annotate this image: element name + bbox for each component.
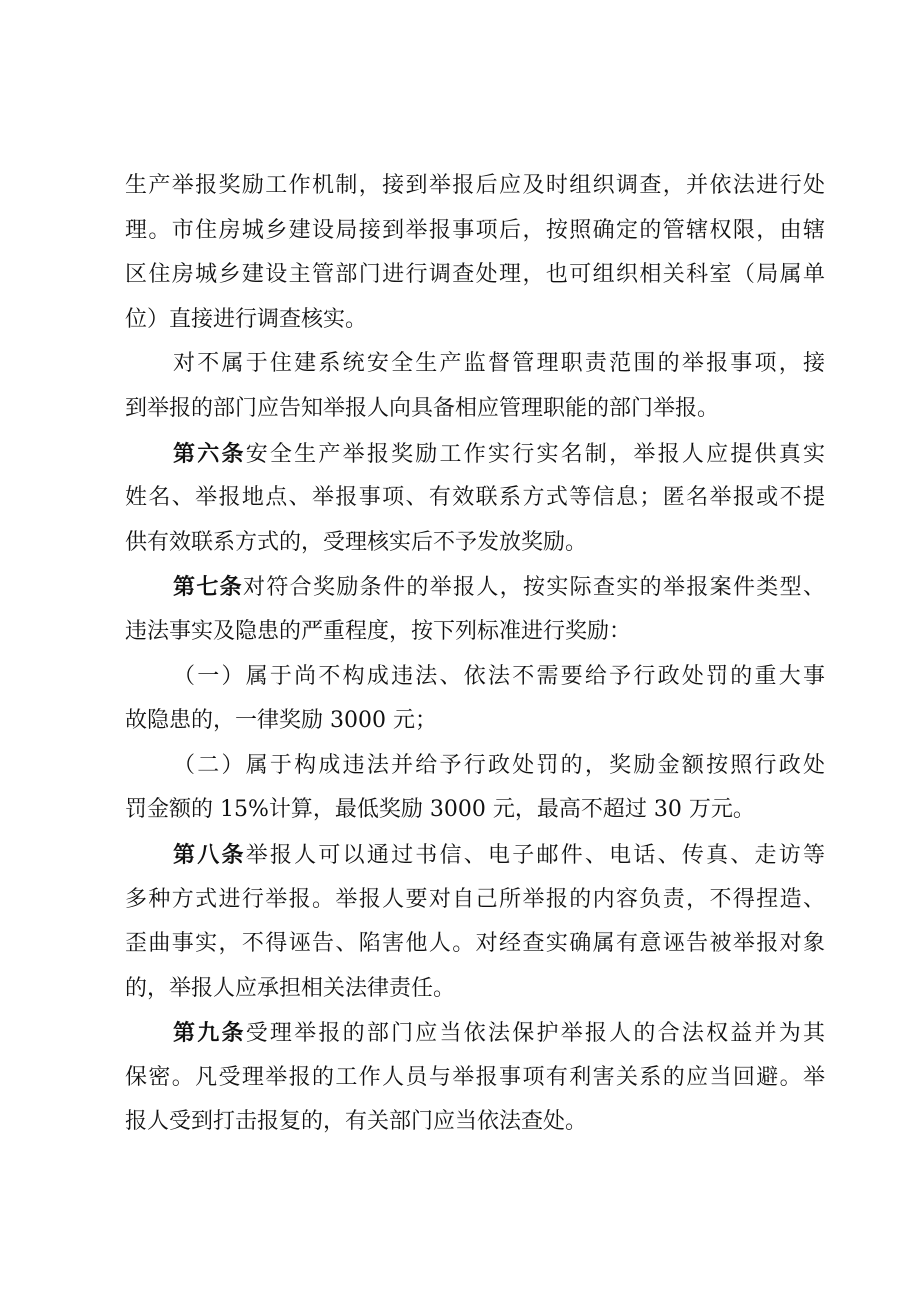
paragraph-line: 对不属于住建系统安全生产监督管理职责范围的举报事项，接	[173, 351, 825, 377]
paragraph-line: 供有效联系方式的，受理核实后不予发放奖励。	[125, 529, 588, 555]
paragraph-scope	[125, 342, 825, 431]
article-number: 第六条	[173, 440, 246, 467]
article-number: 第八条	[173, 841, 246, 868]
article-text: 举报人可以通过书信、电子邮件、电话、传真、走访等	[245, 842, 825, 868]
paragraph-line: （二）属于构成违法并给予行政处罚的，奖励金额按照行政处	[173, 752, 825, 778]
article-text: 受理举报的部门应当依法保护举报人的合法权益并为其	[245, 1021, 825, 1047]
paragraph-continuation	[125, 164, 825, 342]
paragraph-line: 姓名、举报地点、举报事项、有效联系方式等信息；匿名举报或不提	[125, 485, 825, 511]
paragraph-line: 歪曲事实，不得诬告、陷害他人。对经查实确属有意诬告被举报对象	[125, 931, 825, 957]
reward-item-2	[125, 744, 825, 833]
paragraph-line: 报人受到打击报复的，有关部门应当依法查处。	[125, 1109, 588, 1135]
paragraph-line: 的，举报人应承担相关法律责任。	[125, 975, 456, 1001]
paragraph-line: 违法事实及隐患的严重程度，按下列标准进行奖励：	[125, 618, 632, 644]
article-text: 对符合奖励条件的举报人，按实际查实的举报案件类型、	[243, 575, 825, 601]
article-number: 第九条	[173, 1020, 246, 1047]
article-6	[125, 432, 825, 566]
reward-item-1	[125, 655, 825, 744]
paragraph-line: 多种方式进行举报。举报人要对自己所举报的内容负责，不得捏造、	[125, 886, 825, 912]
paragraph-line	[125, 432, 825, 477]
paragraph-line	[125, 1011, 825, 1056]
paragraph-line: 理。市住房城乡建设局接到举报事项后，按照确定的管辖权限，由辖	[125, 217, 825, 243]
paragraph-line: 位）直接进行调查核实。	[125, 306, 368, 332]
paragraph-line	[125, 833, 825, 878]
paragraph-line: 到举报的部门应告知举报人向具备相应管理职能的部门举报。	[125, 395, 720, 421]
article-8	[125, 833, 825, 1011]
paragraph-line: 区住房城乡建设主管部门进行调查处理，也可组织相关科室（局属单	[125, 262, 825, 288]
paragraph-line	[125, 565, 825, 610]
paragraph-line: 生产举报奖励工作机制，接到举报后应及时组织调查，并依法进行处	[125, 173, 825, 198]
document-body	[125, 164, 825, 1145]
paragraph-line: （一）属于尚不构成违法、依法不需要给予行政处罚的重大事	[173, 663, 825, 689]
paragraph-line: 保密。凡受理举报的工作人员与举报事项有利害关系的应当回避。举	[125, 1064, 825, 1090]
article-7	[125, 565, 825, 654]
paragraph-line: 罚金额的 15%计算，最低奖励 3000 元，最高不超过 30 万元。	[125, 797, 755, 823]
paragraph-line: 故隐患的，一律奖励 3000 元；	[125, 708, 437, 734]
article-text: 安全生产举报奖励工作实行实名制，举报人应提供真实	[245, 441, 825, 467]
article-9	[125, 1011, 825, 1145]
article-number: 第七条	[173, 574, 243, 601]
